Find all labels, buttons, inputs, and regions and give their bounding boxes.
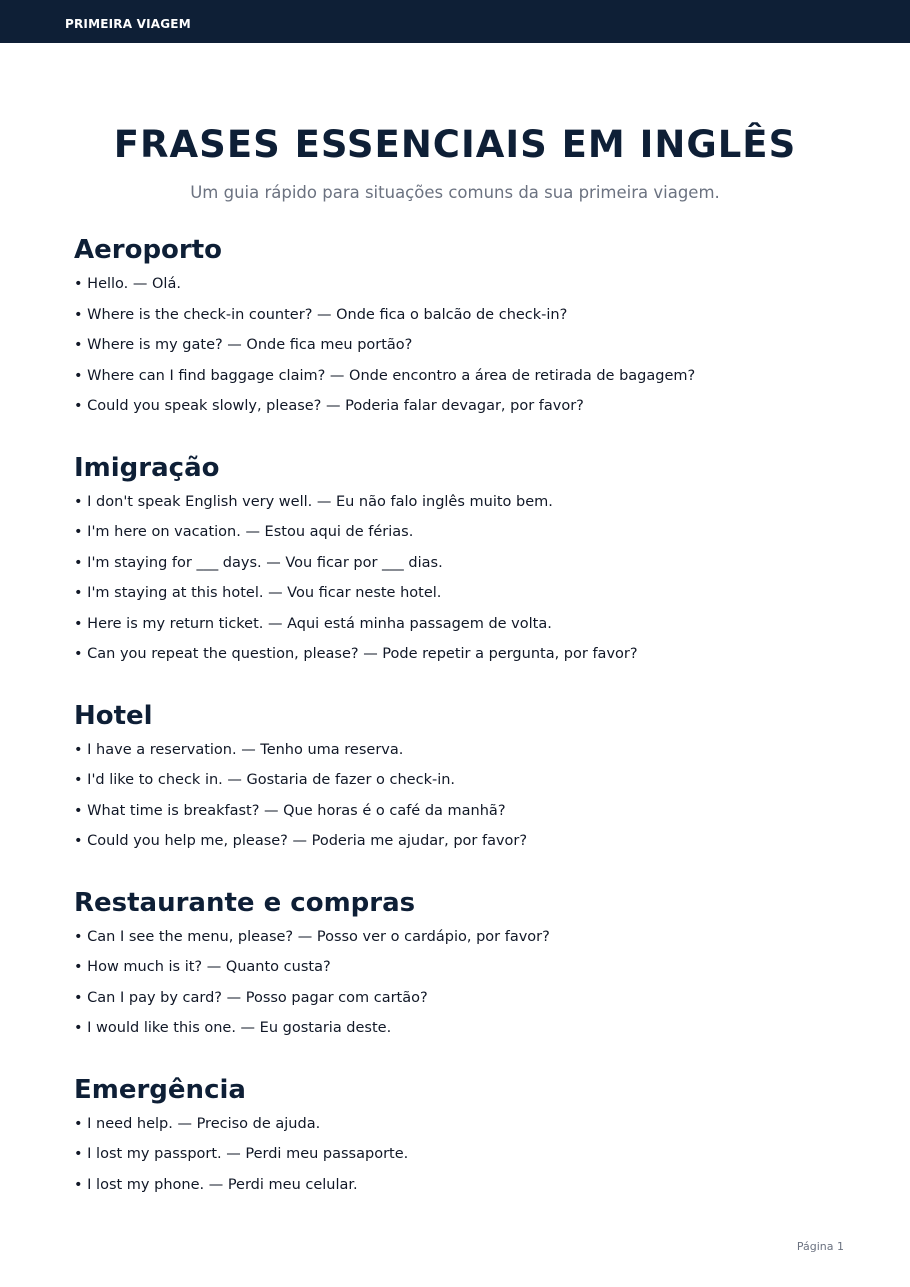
- phrase-item: • I don't speak English very well. — Eu não falo inglês muito bem.: [74, 487, 854, 518]
- section-hotel: [74, 699, 854, 857]
- phrase-item: • Where is my gate? — Onde fica meu portão?: [74, 330, 854, 361]
- phrase-item: • I'm staying for ___ days. — Vou ficar por ___ dias.: [74, 548, 854, 579]
- phrase-item: • Here is my return ticket. — Aqui está minha passagem de volta.: [74, 609, 854, 640]
- phrase-list: [74, 269, 854, 422]
- section-aeroporto: [74, 233, 854, 422]
- phrase-list: [74, 487, 854, 670]
- section-heading: Imigração: [74, 452, 220, 483]
- section-heading: Hotel: [74, 700, 153, 731]
- phrase-item: • I lost my phone. — Perdi meu celular.: [74, 1170, 854, 1201]
- section-heading: Aeroporto: [74, 235, 223, 265]
- phrase-item: • How much is it? — Quanto custa?: [74, 952, 854, 983]
- phrase-item: • I have a reservation. — Tenho uma reserva.: [74, 735, 854, 766]
- section-heading: Restaurante e compras: [74, 887, 416, 918]
- phrase-item: • Can you repeat the question, please? — Pode repetir a pergunta, por favor?: [74, 639, 854, 670]
- phrase-item: • What time is breakfast? — Que horas é o café da manhã?: [74, 796, 854, 827]
- phrase-item: • I lost my passport. — Perdi meu passaporte.: [74, 1139, 854, 1170]
- phrase-item: • Could you help me, please? — Poderia me ajudar, por favor?: [74, 826, 854, 857]
- phrase-item: • I'm staying at this hotel. — Vou ficar neste hotel.: [74, 578, 854, 609]
- page-number: Página 1: [796, 1240, 844, 1253]
- page-title: FRASES ESSENCIAIS EM INGLÊS: [113, 123, 797, 166]
- section-imigracao: [74, 451, 854, 670]
- phrase-item: • Where is the check-in counter? — Onde fica o balcão de check-in?: [74, 300, 854, 331]
- phrase-item: • I'm here on vacation. — Estou aqui de férias.: [74, 517, 854, 548]
- section-restaurante: [74, 886, 854, 1044]
- phrase-list: [74, 922, 854, 1044]
- phrase-item: • I would like this one. — Eu gostaria deste.: [74, 1013, 854, 1044]
- section-heading: Emergência: [74, 1074, 246, 1105]
- phrase-item: • Where can I find baggage claim? — Onde encontro a área de retirada de bagagem?: [74, 361, 854, 392]
- section-emergencia: [74, 1073, 854, 1201]
- top-bar: [0, 0, 910, 43]
- brand-label: PRIMEIRA VIAGEM: [65, 17, 191, 31]
- phrase-list: [74, 1109, 854, 1201]
- phrase-item: • I need help. — Preciso de ajuda.: [74, 1109, 854, 1140]
- phrase-item: • Hello. — Olá.: [74, 269, 854, 300]
- phrase-item: • Can I pay by card? — Posso pagar com cartão?: [74, 983, 854, 1014]
- page-subtitle: Um guia rápido para situações comuns da sua primeira viagem.: [190, 183, 720, 202]
- phrase-item: • I'd like to check in. — Gostaria de fazer o check-in.: [74, 765, 854, 796]
- phrase-item: • Could you speak slowly, please? — Poderia falar devagar, por favor?: [74, 391, 854, 422]
- phrase-item: • Can I see the menu, please? — Posso ver o cardápio, por favor?: [74, 922, 854, 953]
- phrase-list: [74, 735, 854, 857]
- phrase-sections: [74, 233, 854, 1200]
